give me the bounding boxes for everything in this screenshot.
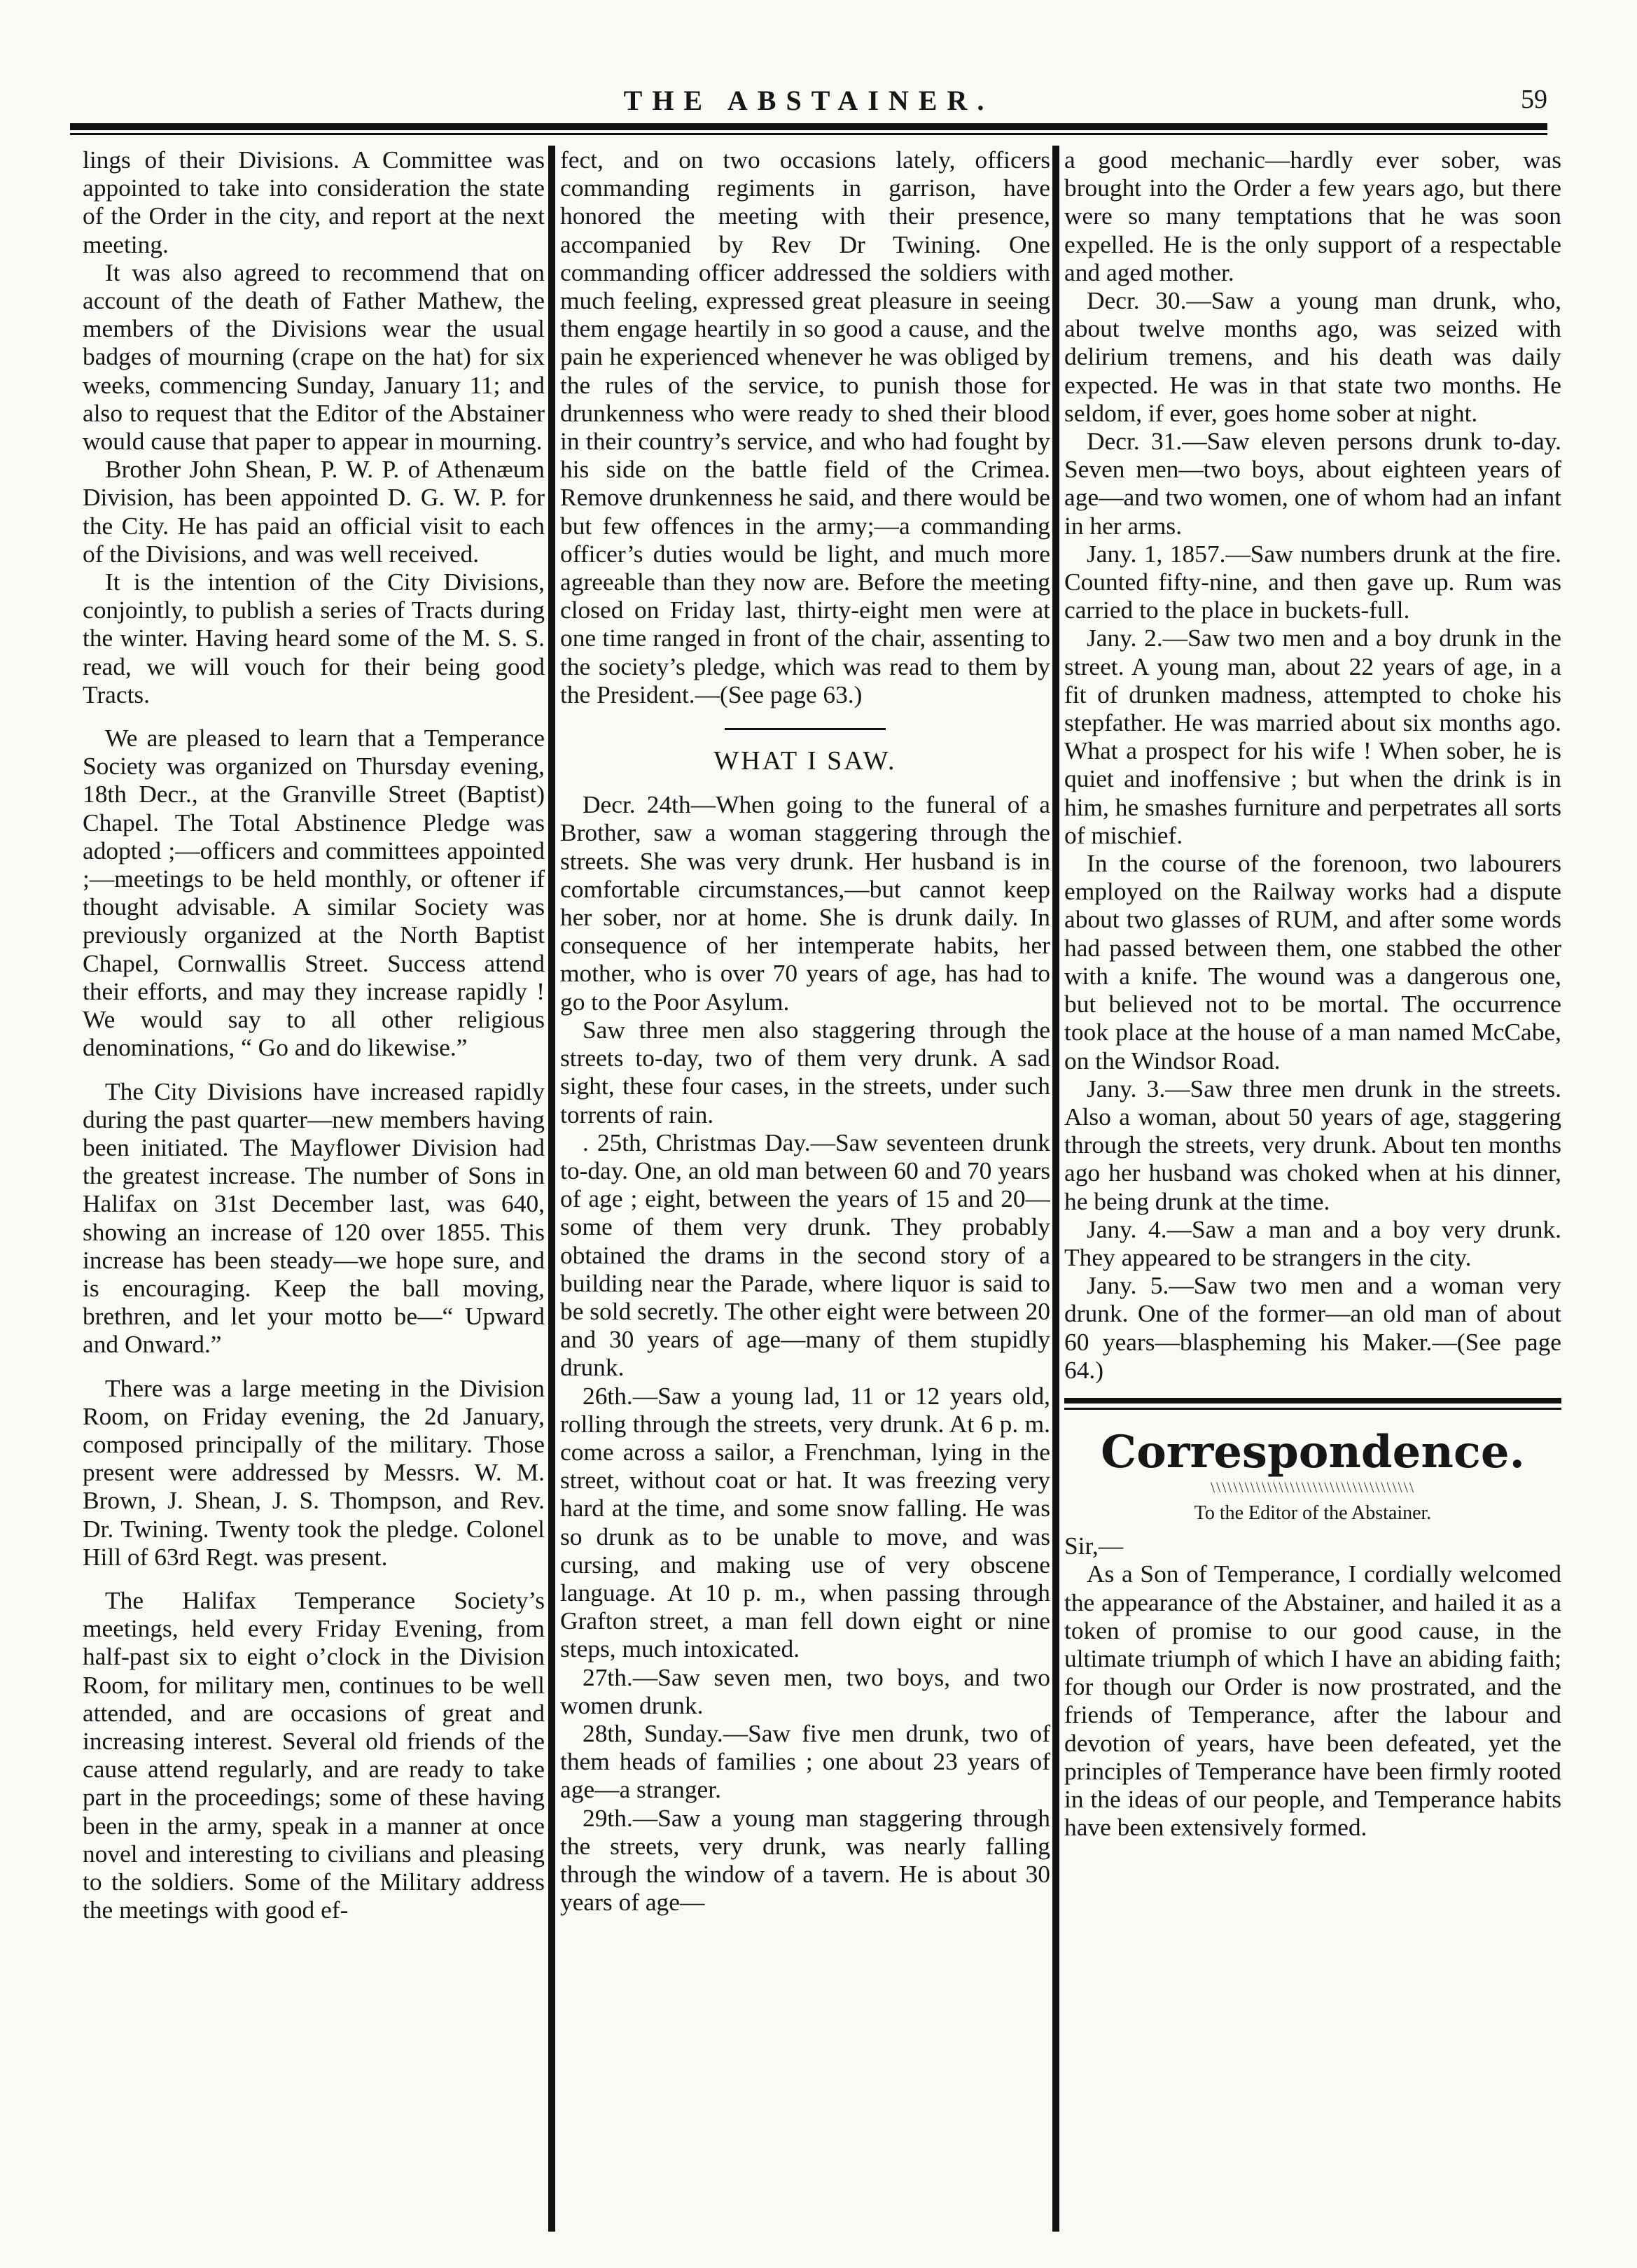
diary-entry: Jany. 2.—Saw two men and a boy drunk in the street. A young man, about 22 years of age, in a fit of drunken madness, attempted to choke his stepfather. He was married about six months ago. What a prospect for his wife ! When sober, he is quiet and inoffensive ; but when the drink is in him, he smashes furniture and perpetrates all sorts of mischief. bbox=[1064, 624, 1561, 849]
diary-entry: 27th.—Saw seven men, two boys, and two women drunk. bbox=[560, 1662, 1050, 1719]
letter-address: To the Editor of the Abstainer. bbox=[1194, 1502, 1432, 1524]
page-number: 59 bbox=[1521, 85, 1547, 114]
paragraph: fect, and on two occasions lately, officers commanding regiments in garrison, have honored the meeting with their presence, accompanied by Rev Dr Twining. One commanding officer addressed the soldiers with much feeling, expressed great pleasure in seeing them engage heartily in so good a cause, and the pain he experienced whenever he was obliged by the rules of the service, to punish those for drunkenness who were ready to shed their blood in their country’s service, and who had fought by his side on the battle field of the Crimea. Remove drunkenness he said, and there would be but few offences in the army;—a commanding officer’s duties would be light, and much more agreeable than they now are. Before the meeting closed on Friday last, thirty-eight men were at one time ranged in front of the chair, assenting to the society’s pledge, which was read to them by the President.—(See page 63.) bbox=[560, 146, 1050, 708]
diary-entry: Jany. 3.—Saw three men drunk in the streets. Also a woman, about 50 years of age, staggering through the streets, very drunk. About ten months ago her husband was choked when at his dinner, he being drunk at the time. bbox=[1064, 1074, 1561, 1215]
header-rule bbox=[70, 123, 1547, 130]
ornamental-rule: \\\\\\\\\\\\\\\\\\\\\\\\\\\\\\\\\\\\ bbox=[1210, 1478, 1416, 1496]
running-title: THE ABSTAINER. bbox=[623, 85, 994, 116]
diary-entry: Decr. 31.—Saw eleven persons drunk to-day. Seven men—two boys, about eighteen years of age—and two women, one of whom had an infant in her arms. bbox=[1064, 427, 1561, 540]
diary-entry: Decr. 24th—When going to the funeral of a Brother, saw a woman staggering through the streets. She was very drunk. Her husband is in comfortable circumstances,—but cannot keep her sober, nor at home. She is drunk daily. In consequence of her intemperate habits, her mother, who is over 70 years of age, has had to go to the Poor Asylum. bbox=[560, 790, 1050, 1016]
paragraph: It was also agreed to recommend that on account of the death of Father Mathew, the members of the Divisions wear the usual badges of mourning (crape on the hat) for six weeks, commencing Sunday, January 11; and also to request that the Editor of the Abstainer would cause that paper to appear in mourning. bbox=[83, 258, 545, 456]
section-heading: WHAT I SAW. bbox=[713, 746, 897, 776]
diary-entry: Jany. 1, 1857.—Saw numbers drunk at the fire. Counted fifty-nine, and then gave up. Rum was carried to the place in buckets-full. bbox=[1064, 539, 1561, 624]
section-rule bbox=[725, 728, 886, 730]
paragraph: Brother John Shean, P. W. P. of Athenæum Division, has been appointed D. G. W. P. for the City. He has paid an official visit to each of the Divisions, and was well received. bbox=[83, 455, 545, 568]
diary-entry: In the course of the forenoon, two labourers employed on the Railway works had a dispute about two glasses of RUM, and after some words had passed between them, one stabbed the other with a knife. The wound was a dangerous one, but believed not to be mortal. The occurrence took place at the house of a man named McCabe, on the Windsor Road. bbox=[1064, 849, 1561, 1074]
column-divider-1 bbox=[548, 146, 555, 2232]
paragraph: There was a large meeting in the Division Room, on Friday evening, the 2d January, composed principally of the military. Those present were addressed by Messrs. W. M. Brown, J. Shean, J. S. Thompson, and Rev. Dr. Twining. Twenty took the pledge. Colonel Hill of 63rd Regt. was present. bbox=[83, 1373, 545, 1571]
column-right bbox=[1064, 146, 1561, 2204]
diary-entry: a good mechanic—hardly ever sober, was brought into the Order a few years ago, but there were so many temptations that he was soon expelled. He is the only support of a respectable and aged mother. bbox=[1064, 146, 1561, 286]
paragraph: The City Divisions have increased rapidly during the past quarter—new members having been initiated. The Mayflower Division had the greatest increase. The number of Sons in Halifax on 31st December last, was 640, showing an increase of 120 over 1855. This increase has been steady—we hope sure, and is encouraging. Keep the ball moving, brethren, and let your motto be—“ Upward and Onward.” bbox=[83, 1077, 545, 1359]
page-header bbox=[70, 83, 1547, 139]
paragraph: lings of their Divisions. A Committee was appointed to take into consideration the state of the Order in the city, and report at the next meeting. bbox=[83, 146, 545, 258]
diary-entry: 29th.—Saw a young man staggering through the streets, very drunk, was nearly falling through the window of a tavern. He is about 30 years of age— bbox=[560, 1803, 1050, 1917]
diary-entry: Jany. 4.—Saw a man and a boy very drunk. They appeared to be strangers in the city. bbox=[1064, 1214, 1561, 1271]
paragraph: We are pleased to learn that a Temperance Society was organized on Thursday evening, 18th Decr., at the Granville Street (Baptist) Chapel. The Total Abstinence Pledge was adopted ;—officers and committees appointed ;—meetings to be held monthly, or oftener if thought advisable. A similar Society was previously organized at the North Baptist Chapel, Cornwallis Street. Success attend their efforts, and may they increase rapidly ! We would say to all other religious denominations, “ Go and do likewise.” bbox=[83, 724, 545, 1062]
diary-entry: 28th, Sunday.—Saw five men drunk, two of them heads of families ; one about 23 years of age—a stranger. bbox=[560, 1718, 1050, 1804]
diary-entry: Decr. 30.—Saw a young man drunk, who, about twelve months ago, was seized with delirium tremens, and his death was daily expected. He was in that state two months. He seldom, if ever, goes home sober at night. bbox=[1064, 286, 1561, 427]
diary-entry: . 25th, Christmas Day.—Saw seventeen drunk to-day. One, an old man between 60 and 70 years of age ; eight, between the years of 15 and 20—some of them very drunk. They probably obtained the drams in the second story of a building near the Parade, where liquor is said to be sold secretly. The other eight were between 20 and 30 years of age—many of them stupidly drunk. bbox=[560, 1128, 1050, 1382]
correspondence-heading: Correspondence. bbox=[1101, 1425, 1525, 1478]
column-divider-2 bbox=[1052, 146, 1059, 2232]
diary-entry: Jany. 5.—Saw two men and a woman very drunk. One of the former—an old man of about 60 years—blaspheming his Maker.—(See page 64.) bbox=[1064, 1271, 1561, 1384]
header-rule-thin bbox=[70, 133, 1547, 135]
letter-salutation: Sir,— bbox=[1064, 1532, 1124, 1560]
section-rule-thick bbox=[1064, 1398, 1561, 1404]
paragraph: It is the intention of the City Divisions, conjointly, to publish a series of Tracts during the winter. Having heard some of the M. S. S. read, we will vouch for their being good Tracts. bbox=[83, 568, 545, 708]
column-middle bbox=[560, 146, 1050, 2204]
paragraph: The Halifax Temperance Society’s meetings, held every Friday Evening, from half-past six to eight o’clock in the Division Room, for military men, continues to be well attended, and are occasions of great and increasing interest. Several old friends of the cause attend regularly, and are ready to take part in the proceedings; some of these having been in the army, speak in a manner at once novel and interesting to civilians and pleasing to the soldiers. Some of the Military address the meetings with good ef- bbox=[83, 1586, 545, 1924]
column-left bbox=[83, 146, 545, 2204]
diary-entry: Saw three men also staggering through the streets to-day, two of them very drunk. A sad sight, these four cases, in the streets, under such torrents of rain. bbox=[560, 1015, 1050, 1128]
diary-entry: 26th.—Saw a young lad, 11 or 12 years old, rolling through the streets, very drunk. At 6 p. m. come across a sailor, a Frenchman, lying in the street, without coat or hat. It was freezing very hard at the time, and some snow falling. He was so drunk as to be unable to move, and was cursing, and making use of very obscene language. At 10 p. m., when passing through Grafton street, a man fell down eight or nine steps, much intoxicated. bbox=[560, 1381, 1050, 1663]
section-rule-thin bbox=[1064, 1408, 1561, 1410]
letter-body: As a Son of Temperance, I cordially welcomed the appearance of the Abstainer, and hailed it as a token of promise to our good cause, in the ultimate triumph of which I have an abiding faith; for though our Order is now prostrated, and the friends of Temperance, after the labour and devotion of years, have been defeated, yet the principles of Temperance have been firmly rooted in the ideas of our people, and Temperance habits have been extensively formed. bbox=[1064, 1560, 1561, 1842]
